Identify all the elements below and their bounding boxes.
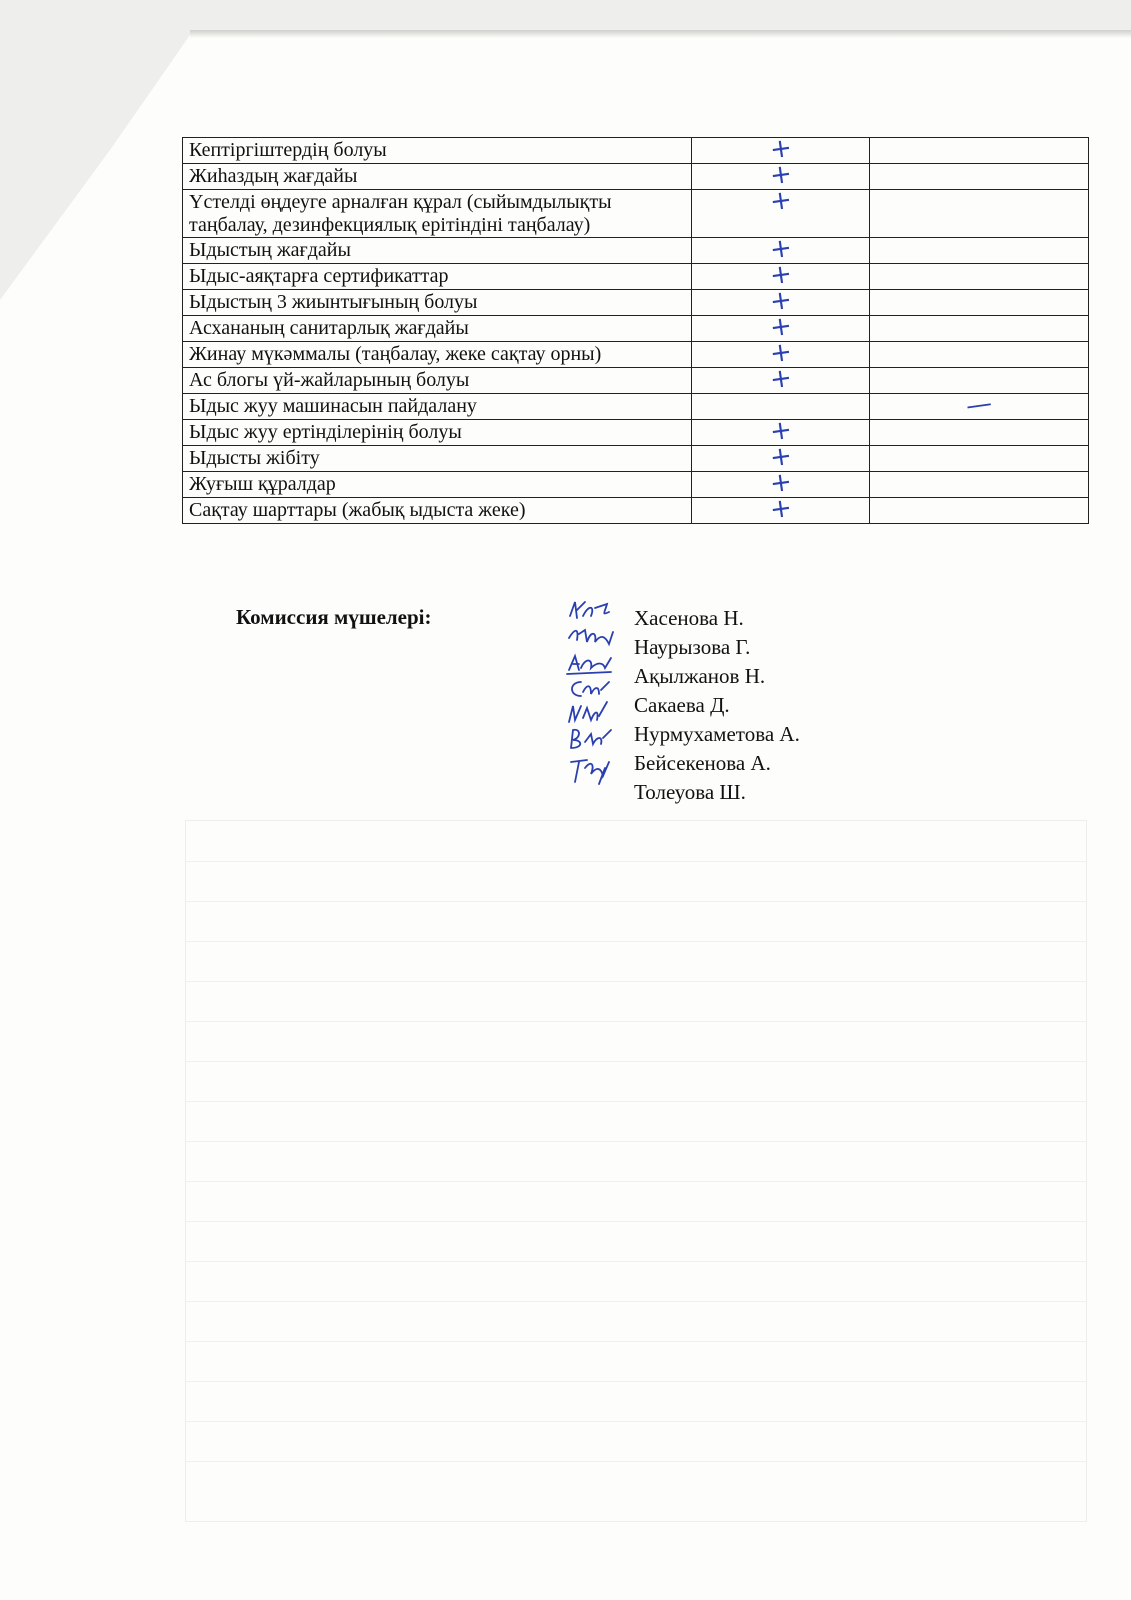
table-row <box>183 394 1089 420</box>
no-cell <box>870 164 1089 190</box>
criterion-cell: Асхананың санитарлық жағдайы <box>183 316 692 342</box>
yes-cell <box>692 184 870 238</box>
table-row <box>183 420 1089 446</box>
criterion-cell: Ас блогы үй-жайларының болуы <box>183 368 692 394</box>
paper-fold-shadow <box>190 30 1131 38</box>
no-cell <box>870 138 1089 164</box>
no-cell <box>870 190 1089 238</box>
criterion-cell: Жинау мүкәммалы (таңбалау, жеке сақтау орны) <box>183 342 692 368</box>
yes-mark: + <box>767 284 794 318</box>
signature-1 <box>570 602 609 618</box>
no-cell <box>870 498 1089 524</box>
table-row <box>183 342 1089 368</box>
criterion-cell: Ыдыс жуу ертінділерінің болуы <box>183 420 692 446</box>
commission-member: Сакаева Д. <box>634 693 730 717</box>
table-row <box>183 290 1089 316</box>
table-row <box>183 498 1089 524</box>
yes-mark: + <box>767 414 794 448</box>
commission-member: Хасенова Н. <box>634 606 744 630</box>
signature-6 <box>571 730 611 748</box>
no-cell <box>870 420 1089 446</box>
table-row <box>183 472 1089 498</box>
criterion-cell: Ыдыс жуу машинасын пайдалану <box>183 394 692 420</box>
checklist-table <box>182 132 1089 526</box>
commission-label: Комиссия мүшелері: <box>236 605 432 629</box>
no-cell <box>870 446 1089 472</box>
yes-mark: + <box>767 258 794 292</box>
commission-member: Нурмухаметова А. <box>634 722 800 746</box>
handwritten-signatures <box>565 598 635 808</box>
signature-3 <box>567 656 611 674</box>
no-mark: — <box>964 388 995 422</box>
criterion-cell: Үстелді өңдеуге арналған құрал (сыйымдылықты таңбалау, дезинфекциялық ерітіндіні таңбалау) <box>183 190 692 238</box>
no-cell <box>870 290 1089 316</box>
table-row <box>183 264 1089 290</box>
yes-cell <box>692 362 870 396</box>
signature-4 <box>572 682 609 696</box>
criterion-cell: Ыдыстың 3 жиынтығының болуы <box>183 290 692 316</box>
signature-5 <box>569 702 607 722</box>
commission-members-list <box>634 604 800 807</box>
criterion-cell: Жиһаздың жағдайы <box>183 164 692 190</box>
table-row <box>183 190 1089 238</box>
yes-mark: + <box>767 158 794 192</box>
commission-member: Толеуова Ш. <box>634 780 746 804</box>
yes-mark: + <box>767 310 794 344</box>
no-cell <box>870 316 1089 342</box>
criterion-cell: Ыдыстың жағдайы <box>183 238 692 264</box>
no-cell <box>870 238 1089 264</box>
table-row <box>183 446 1089 472</box>
criterion-cell: Ыдыс-аяқтарға сертификаттар <box>183 264 692 290</box>
yes-mark: + <box>767 492 794 526</box>
no-cell <box>870 264 1089 290</box>
criterion-cell: Жуғыш құралдар <box>183 472 692 498</box>
table-row <box>183 368 1089 394</box>
criterion-cell: Сақтау шарттары (жабық ыдыста жеке) <box>183 498 692 524</box>
table-row <box>183 316 1089 342</box>
table-row <box>183 238 1089 264</box>
yes-mark: + <box>767 132 794 166</box>
no-cell <box>870 388 1089 422</box>
commission-member: Бейсекенова А. <box>634 751 771 775</box>
yes-mark: + <box>767 336 794 370</box>
table-row <box>183 164 1089 190</box>
criterion-cell: Кептіргіштердің болуы <box>183 138 692 164</box>
yes-mark: + <box>767 440 794 474</box>
yes-mark: + <box>767 466 794 500</box>
yes-mark: + <box>767 184 794 218</box>
no-cell <box>870 342 1089 368</box>
table-row <box>183 138 1089 164</box>
yes-cell <box>692 492 870 526</box>
yes-mark: + <box>767 232 794 266</box>
yes-mark: + <box>767 362 794 396</box>
commission-member: Ақылжанов Н. <box>634 664 766 688</box>
commission-member: Наурызова Г. <box>634 635 751 659</box>
bleed-through-table <box>185 820 1087 1522</box>
signature-2 <box>569 630 613 644</box>
signature-7 <box>571 760 609 784</box>
criterion-cell: Ыдысты жібіту <box>183 446 692 472</box>
no-cell <box>870 472 1089 498</box>
